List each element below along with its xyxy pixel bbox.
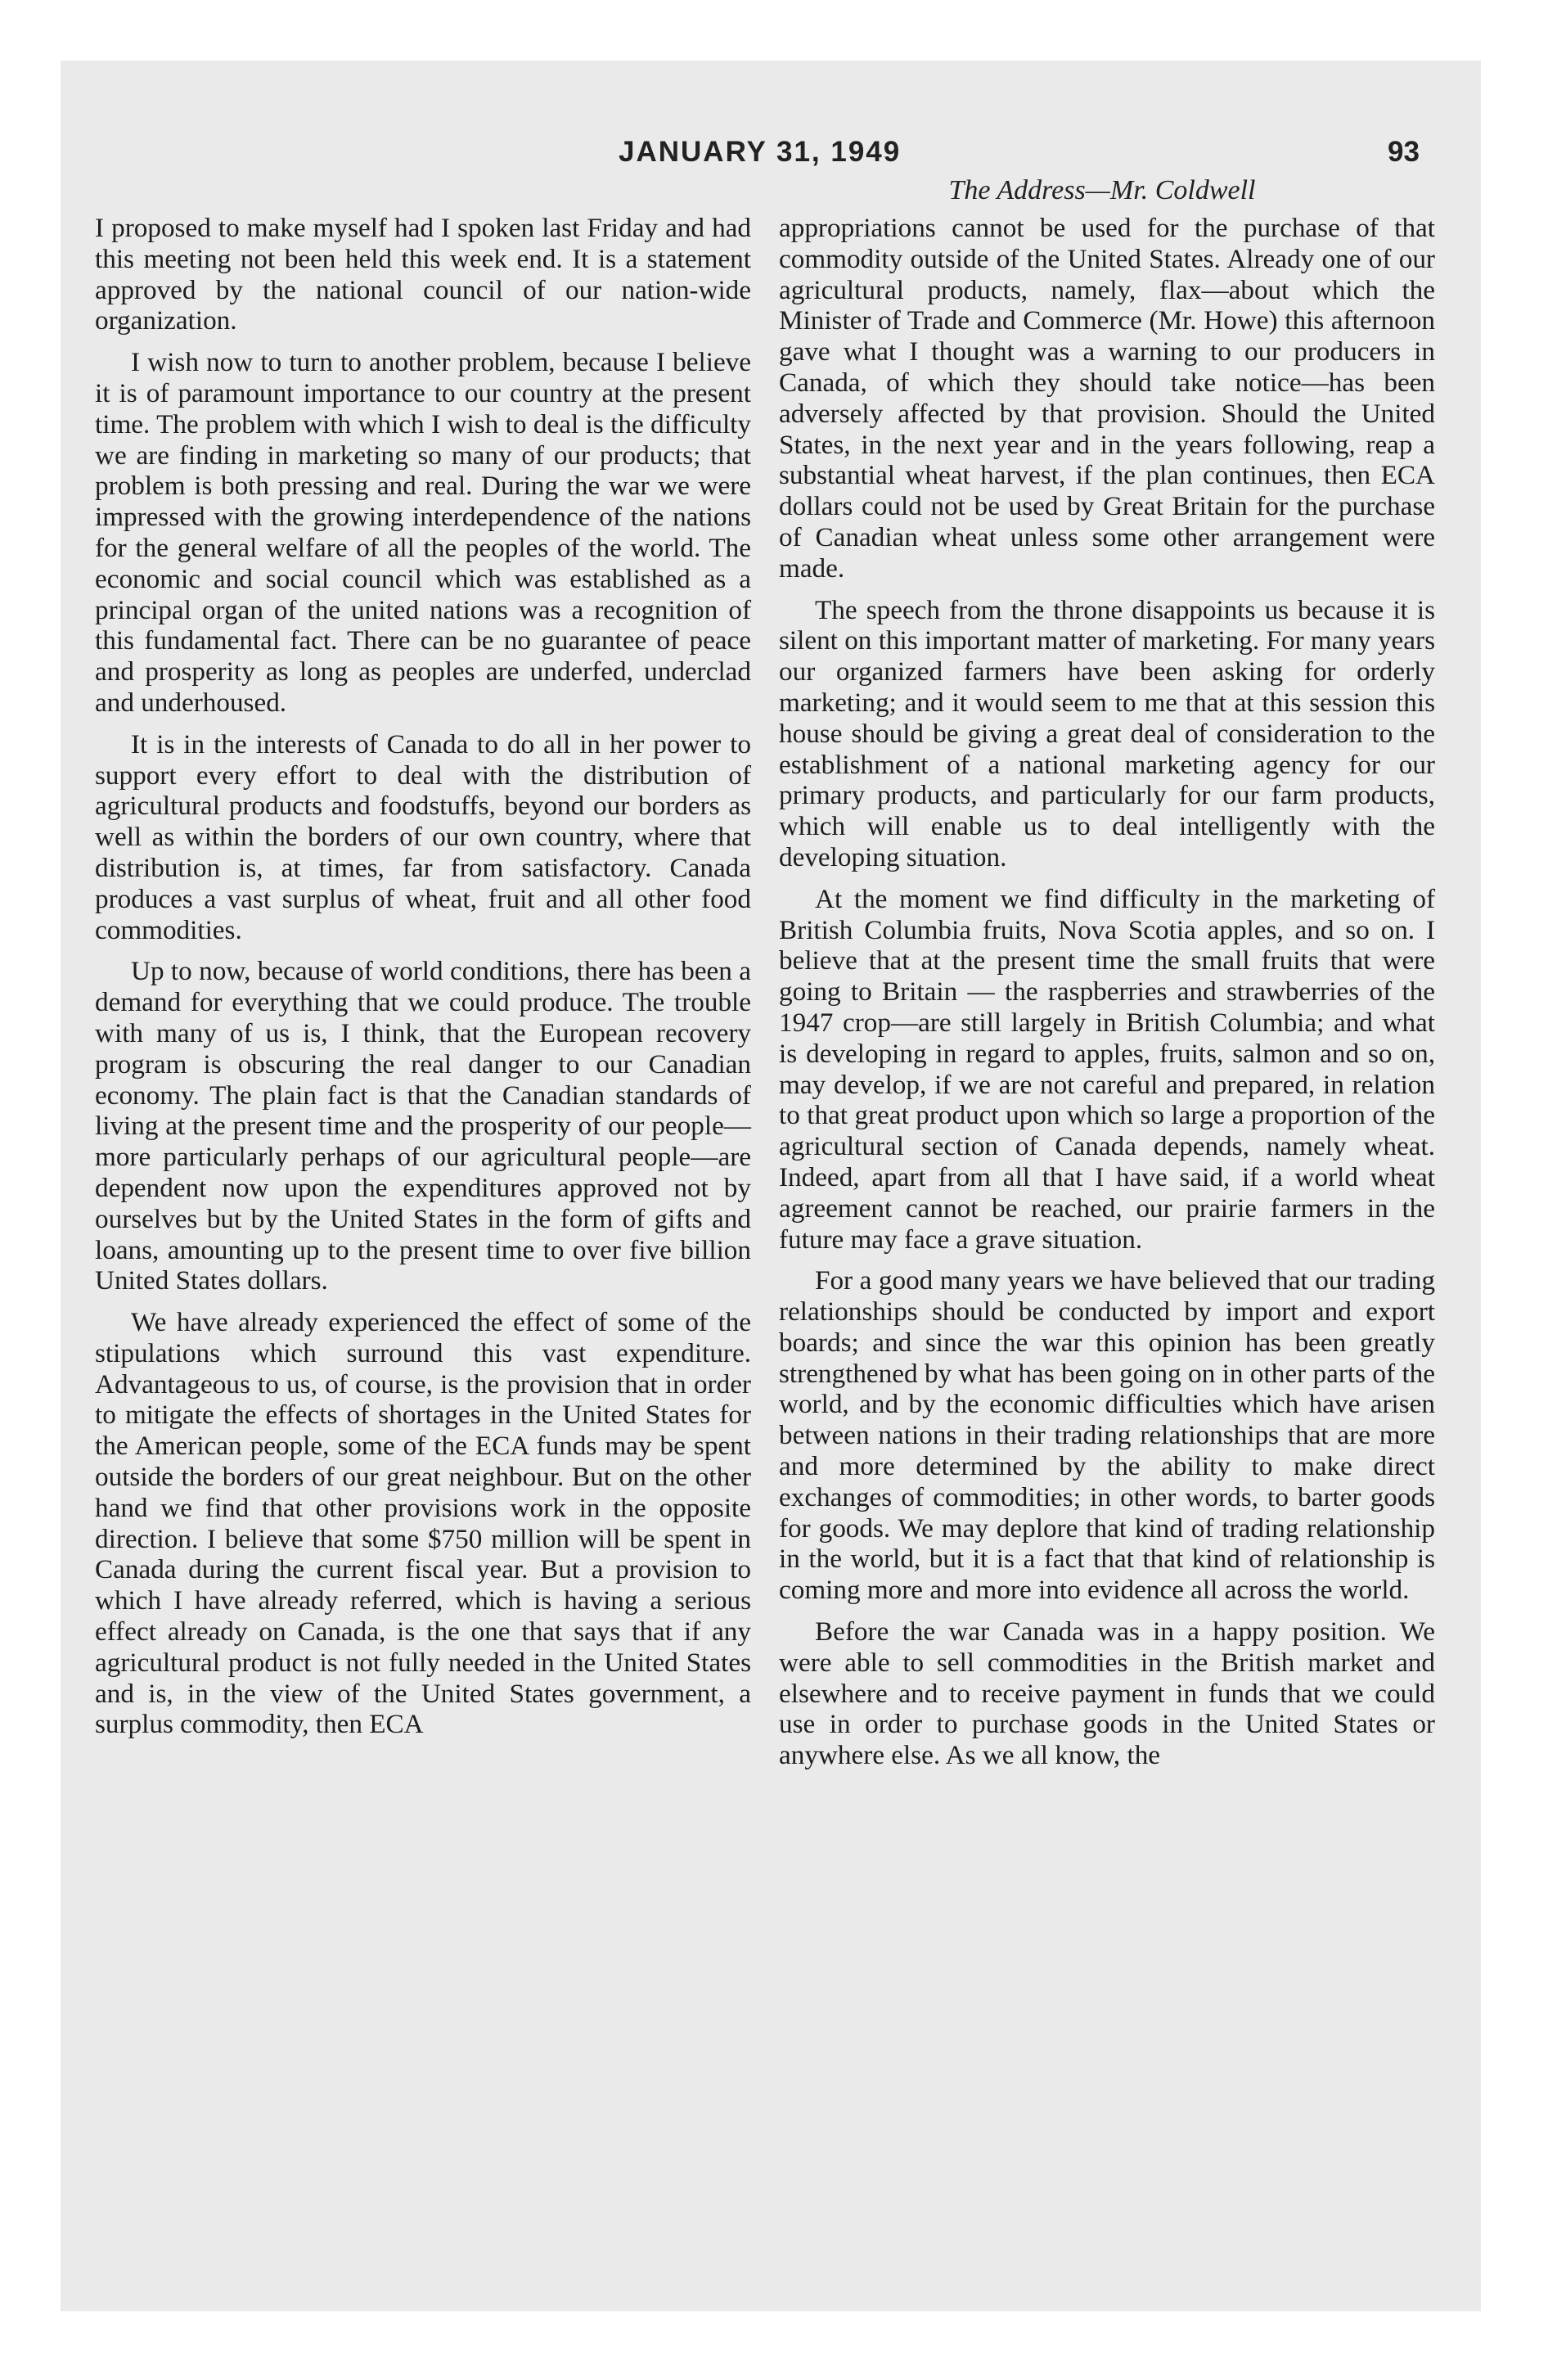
page-number: 93 (1388, 136, 1420, 168)
section-heading: The Address—Mr. Coldwell (948, 175, 1256, 205)
paragraph: It is in the interests of Canada to do all in her power to support every effort to deal with the distribution of agricultural products and foodstuffs, beyond our borders as well as within the borders of our own country, where that distribution is, at times, far from satisfactory. Canada produces a vast surplus of wheat, fruit and all other food commodities. (95, 728, 751, 945)
paragraph: At the moment we find difficulty in the marketing of British Columbia fruits, Nova Scotia apples, and so on. I believe that at the present time the small fruits that were going to Britain — the raspberries and strawberries of the 1947 crop—are still largely in British Columbia; and what is developing in regard to apples, fruits, salmon and so on, may develop, if we are not careful and prepared, in relation to that great product upon which so large a proportion of the agricultural section of Canada depends, namely wheat. Indeed, apart from all that I have said, if a world wheat agreement cannot be reached, our prairie farmers in the future may face a grave situation. (779, 883, 1435, 1255)
right-column (779, 213, 1435, 2234)
paragraph: For a good many years we have believed that our trading relationships should be conducted by import and export boards; and since the war this opinion has been greatly strengthened by what has been going on in other parts of the world, and by the economic difficulties which have arisen between nations in their trading relationships that are more and more determined by the ability to make direct exchanges of commodities; in other words, to barter goods for goods. We may deplore that kind of trading relationship in the world, but it is a fact that that kind of relationship is coming more and more into evidence all across the world. (779, 1265, 1435, 1606)
paragraph: We have already experienced the effect of some of the stipulations which surround this vast expenditure. Advantageous to us, of course, is the provision that in order to mitigate the effects of shortages in the United States for the American people, some of the ECA funds may be spent outside the borders of our great neighbour. But on the other hand we find that other provisions work in the opposite direction. I believe that some $750 million will be spent in Canada during the current fiscal year. But a provision to which I have already referred, which is having a serious effect already on Canada, is the one that says that if any agricultural product is not fully needed in the United States and is, in the view of the United States government, a surplus commodity, then ECA (95, 1307, 751, 1740)
paragraph: Before the war Canada was in a happy position. We were able to sell commodities in the British market and elsewhere and to receive payment in funds that we could use in order to purchase goods in the United States or anywhere else. As we all know, the (779, 1616, 1435, 1771)
paragraph: The speech from the throne disappoints us because it is silent on this important matter of marketing. For many years our organized farmers have been asking for orderly marketing; and it would seem to me that at this session this house should be giving a great deal of consideration to the establishment of a national marketing agency for our primary products, and particularly for our farm products, which will enable us to deal intelligently with the developing situation. (779, 594, 1435, 872)
running-head (0, 136, 1548, 177)
paragraph: appropriations cannot be used for the purchase of that commodity outside of the United States. Already one of our agricultural products, namely, flax—about which the Minister of Trade and Commerce (Mr. Howe) this afternoon gave what I thought was a warning to our producers in Canada, of which they should take notice—has been adversely affected by that provision. Should the United States, in the next year and in the years following, reap a substantial wheat harvest, if the plan continues, then ECA dollars could not be used by Great Britain for the purchase of Canadian wheat unless some other arrangement were made. (779, 213, 1435, 584)
page-date: JANUARY 31, 1949 (619, 136, 902, 168)
left-column (95, 213, 751, 2234)
paragraph: Up to now, because of world conditions, there has been a demand for everything that we could produce. The trouble with many of us is, I think, that the European recovery program is obscuring the real danger to our Canadian economy. The plain fact is that the Canadian standards of living at the present time and the prosperity of our people—more particularly perhaps of our agricultural people—are dependent now upon the expenditures approved not by ourselves but by the United States in the form of gifts and loans, amounting up to the present time to over five billion United States dollars. (95, 956, 751, 1296)
paragraph: I wish now to turn to another problem, because I believe it is of paramount importance to our country at the present time. The problem with which I wish to deal is the difficulty we are finding in marketing so many of our products; that problem is both pressing and real. During the war we were impressed with the growing interdependence of the nations for the general welfare of all the peoples of the world. The economic and social council which was established as a principal organ of the united nations was a recognition of this fundamental fact. There can be no guarantee of peace and prosperity as long as peoples are underfed, underclad and underhoused. (95, 347, 751, 718)
paragraph: I proposed to make myself had I spoken last Friday and had this meeting not been held this week end. It is a statement approved by the national council of our nation-wide organization. (95, 213, 751, 336)
